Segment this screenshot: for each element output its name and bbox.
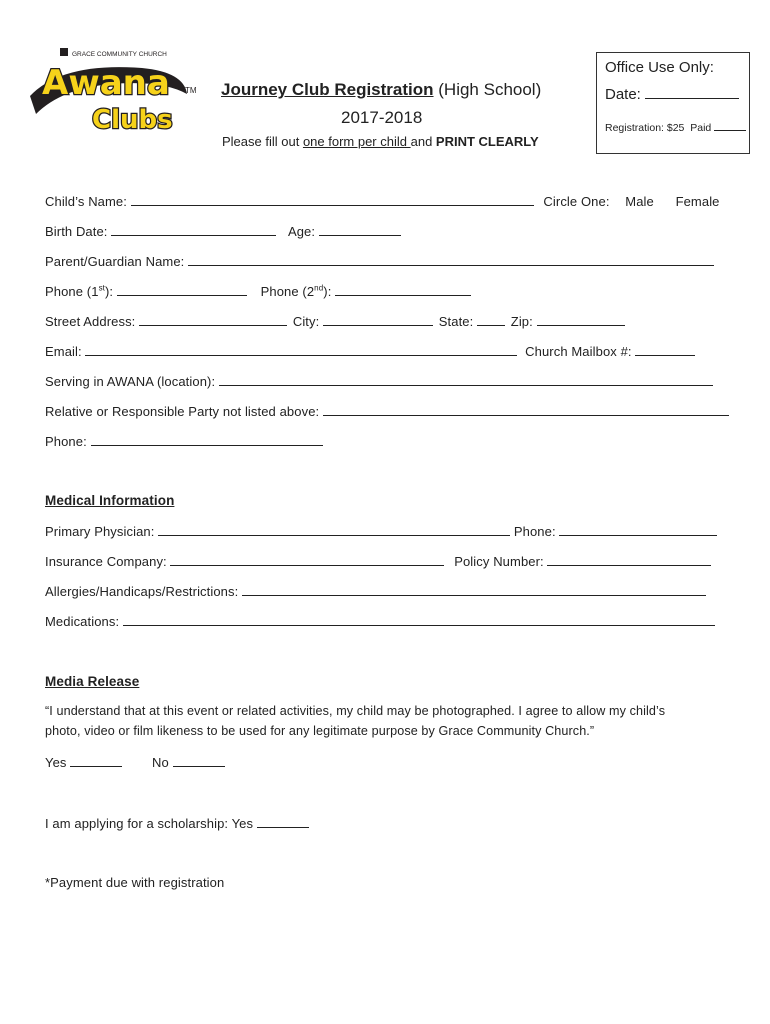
state-field[interactable] xyxy=(477,313,505,326)
title-bold: Journey Club Registration xyxy=(221,80,434,99)
logo-word-clubs: Clubs xyxy=(92,105,173,135)
child-name-row xyxy=(45,193,720,209)
city-label: City: xyxy=(292,314,320,329)
instr-pre: Please fill out xyxy=(222,134,303,149)
payment-note: *Payment due with registration xyxy=(45,875,225,890)
phone2-label: Phone (2nd): xyxy=(260,283,332,299)
mailbox-field[interactable] xyxy=(635,343,695,356)
media-quote-line2: photo, video or film likeness to be used for any legitimate purpose by Grace Community Church.” xyxy=(45,724,595,738)
address-row xyxy=(45,313,625,329)
email-row xyxy=(45,343,695,359)
office-registration: Registration: $25 xyxy=(605,122,685,134)
email-field[interactable] xyxy=(85,343,517,356)
media-consent-row xyxy=(45,754,225,770)
instr-mid: and xyxy=(410,134,436,149)
parent-field[interactable] xyxy=(188,253,714,266)
child-name-label: Child’s Name: xyxy=(45,194,127,209)
street-field[interactable] xyxy=(139,313,287,326)
city-field[interactable] xyxy=(323,313,433,326)
insurance-row xyxy=(45,553,711,569)
insurance-field[interactable] xyxy=(170,553,444,566)
policy-label: Policy Number: xyxy=(454,554,544,569)
form-title xyxy=(221,80,541,100)
phone1-field[interactable] xyxy=(117,283,247,296)
relative-phone-row xyxy=(45,433,323,449)
form-year: 2017-2018 xyxy=(341,108,423,127)
physician-label: Primary Physician: xyxy=(45,524,155,539)
birth-date-field[interactable] xyxy=(111,223,276,236)
allergies-field[interactable] xyxy=(242,583,706,596)
phone-row xyxy=(45,283,471,299)
street-label: Street Address: xyxy=(45,314,136,329)
physician-row xyxy=(45,523,717,539)
office-use-box xyxy=(596,52,750,154)
allergies-row xyxy=(45,583,706,599)
gender-male[interactable]: Male xyxy=(625,194,654,209)
medical-heading: Medical Information xyxy=(45,493,175,508)
relative-phone-field[interactable] xyxy=(91,433,323,446)
scholarship-row xyxy=(45,815,309,831)
title-rest: (High School) xyxy=(433,80,542,99)
logo-tm: TM xyxy=(185,86,197,95)
state-label: State: xyxy=(438,314,474,329)
office-paid-line[interactable] xyxy=(714,121,746,131)
physician-field[interactable] xyxy=(158,523,510,536)
birth-date-label: Birth Date: xyxy=(45,224,108,239)
awana-logo-graphic xyxy=(22,44,202,144)
logo-word-awana: Awana xyxy=(42,63,170,103)
media-yes-field[interactable] xyxy=(70,754,122,767)
office-date-line[interactable] xyxy=(645,86,739,99)
media-yes-label: Yes xyxy=(45,755,67,770)
circle-one-label: Circle One: xyxy=(543,194,610,209)
office-registration-row xyxy=(605,121,746,134)
email-label: Email: xyxy=(45,344,82,359)
instr-underlined: one form per child xyxy=(302,134,411,149)
office-date-row xyxy=(605,86,739,103)
relative-phone-label: Phone: xyxy=(45,434,87,449)
parent-row xyxy=(45,253,714,269)
insurance-label: Insurance Company: xyxy=(45,554,167,569)
policy-field[interactable] xyxy=(547,553,711,566)
office-paid: Paid xyxy=(690,122,712,134)
relative-field[interactable] xyxy=(323,403,729,416)
media-quote-line1: “I understand that at this event or related activities, my child may be photographed. I agree to allow my child’s xyxy=(45,704,666,718)
physician-phone-field[interactable] xyxy=(559,523,717,536)
office-title: Office Use Only: xyxy=(605,59,714,76)
physician-phone-label: Phone: xyxy=(513,524,556,539)
serving-row xyxy=(45,373,713,389)
office-date-label: Date: xyxy=(605,86,641,103)
serving-field[interactable] xyxy=(219,373,713,386)
zip-field[interactable] xyxy=(537,313,625,326)
mailbox-label: Church Mailbox #: xyxy=(525,344,632,359)
phone1-label: Phone (1st): xyxy=(45,283,114,299)
media-no-field[interactable] xyxy=(173,754,225,767)
awana-clubs-logo xyxy=(22,44,202,144)
church-name-text: GRACE COMMUNITY CHURCH xyxy=(72,51,167,58)
serving-label: Serving in AWANA (location): xyxy=(45,374,216,389)
scholarship-label: I am applying for a scholarship: Yes xyxy=(45,816,254,831)
relative-label: Relative or Responsible Party not listed above: xyxy=(45,404,320,419)
zip-label: Zip: xyxy=(510,314,533,329)
child-name-field[interactable] xyxy=(131,193,534,206)
scholarship-yes-field[interactable] xyxy=(257,815,309,828)
medications-label: Medications: xyxy=(45,614,120,629)
instr-bold: PRINT CLEARLY xyxy=(435,134,539,149)
media-no-label: No xyxy=(151,755,169,770)
relative-row xyxy=(45,403,729,419)
medications-field[interactable] xyxy=(123,613,715,626)
phone2-field[interactable] xyxy=(335,283,471,296)
medications-row xyxy=(45,613,715,629)
form-instructions xyxy=(222,134,539,149)
allergies-label: Allergies/Handicaps/Restrictions: xyxy=(45,584,239,599)
parent-label: Parent/Guardian Name: xyxy=(45,254,185,269)
age-field[interactable] xyxy=(319,223,401,236)
gender-female[interactable]: Female xyxy=(675,194,720,209)
media-heading: Media Release xyxy=(45,674,140,689)
birth-date-row xyxy=(45,223,401,239)
age-label: Age: xyxy=(287,224,316,239)
